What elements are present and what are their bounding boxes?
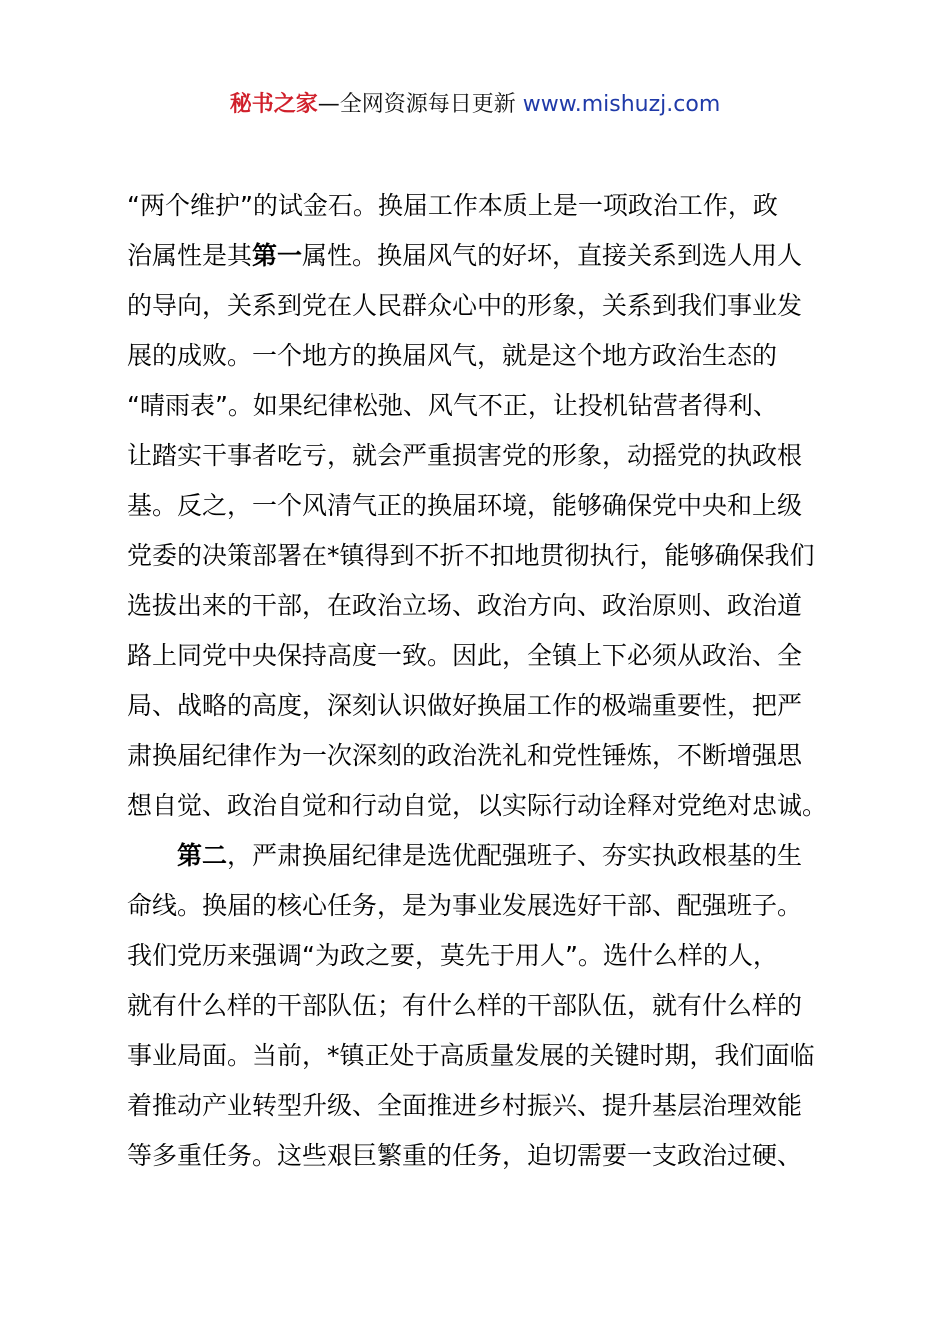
paragraph-2-line: 事业局面。当前，*镇正处于高质量发展的关键时期，我们面临: [127, 1041, 815, 1070]
paragraph-1-line: 基。反之，一个风清气正的换届环境，能够确保党中央和上级: [127, 491, 803, 520]
paragraph-2-line: 着推动产业转型升级、全面推进乡村振兴、提升基层治理效能: [127, 1091, 803, 1120]
paragraph-2-line: 等多重任务。这些艰巨繁重的任务，迫切需要一支政治过硬、: [127, 1141, 803, 1170]
paragraph-1-line: 路上同党中央保持高度一致。因此，全镇上下必须从政治、全: [127, 641, 803, 670]
paragraph-1-line: 局、战略的高度，深刻认识做好换届工作的极端重要性，把严: [127, 691, 803, 720]
paragraph-1-line: “两个维护”的试金石。换届工作本质上是一项政治工作，政: [127, 191, 778, 220]
paragraph-1-line: 肃换届纪律作为一次深刻的政治洗礼和党性锤炼，不断增强思: [127, 741, 803, 770]
paragraph-1-line: [127, 231, 837, 281]
header-slogan: —全网资源每日更新: [317, 92, 523, 117]
paragraph-1-line: “晴雨表”。如果纪律松弛、风气不正，让投机钻营者得利、: [127, 391, 778, 420]
paragraph-1-line: 想自觉、政治自觉和行动自觉，以实际行动诠释对党绝对忠诚。: [127, 791, 828, 820]
text-run: 治属性是其: [127, 241, 253, 270]
text-run: ，严肃换届纪律是选优配强班子、夯实执政根基的生: [227, 841, 803, 870]
site-header: [0, 90, 950, 120]
paragraph-2-line: 命线。换届的核心任务，是为事业发展选好干部、配强班子。: [127, 891, 803, 920]
paragraph-1-line: 展的成败。一个地方的换届风气，就是这个地方政治生态的: [127, 341, 778, 370]
brand-name: 秘书之家: [229, 92, 318, 117]
paragraph-1-line: 的导向，关系到党在人民群众心中的形象，关系到我们事业发: [127, 291, 803, 320]
document-body: [127, 181, 837, 1181]
paragraph-1-line: 党委的决策部署在*镇得到不折不扣地贯彻执行，能够确保我们: [127, 541, 815, 570]
paragraph-2-line: 就有什么样的干部队伍；有什么样的干部队伍，就有什么样的: [127, 991, 803, 1020]
paragraph-2-line: [127, 831, 837, 881]
paragraph-2-line: 我们党历来强调“为政之要，莫先于用人”。选什么样的人，: [127, 941, 778, 970]
text-run: 属性。换届风气的好坏，直接关系到选人用人: [302, 241, 803, 270]
bold-emphasis: 第二: [177, 841, 228, 870]
bold-emphasis: 第一: [252, 241, 303, 270]
site-url-link[interactable]: www.mishuzj.com: [522, 92, 721, 117]
paragraph-1-line: 选拔出来的干部，在政治立场、政治方向、政治原则、政治道: [127, 591, 803, 620]
paragraph-1-line: 让踏实干事者吃亏，就会严重损害党的形象，动摇党的执政根: [127, 441, 803, 470]
